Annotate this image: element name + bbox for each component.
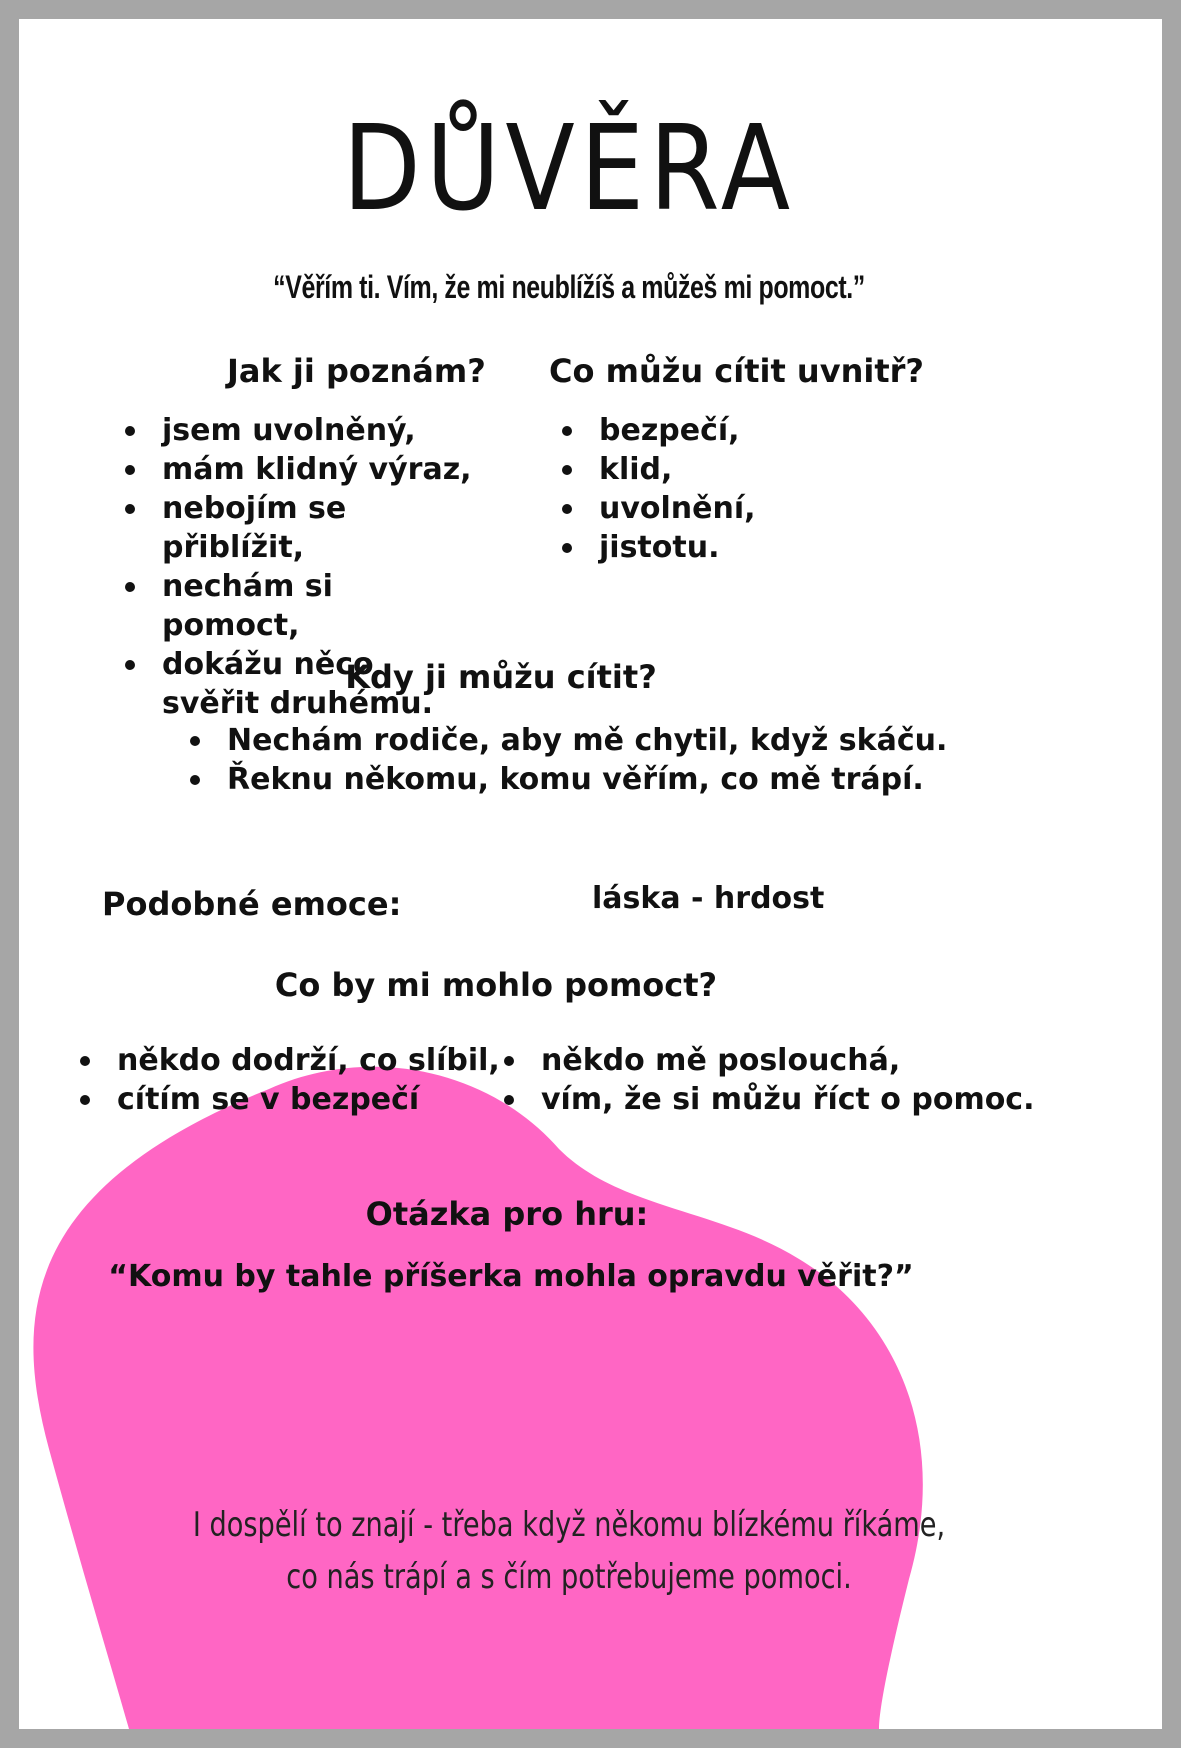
list-item: mám klidný výraz, (119, 450, 479, 489)
list-item: jistotu. (556, 528, 856, 567)
help-heading: Co by mi mohlo pomoct? (274, 966, 718, 1004)
list-item: Nechám rodiče, aby mě chytil, když skáču. (184, 721, 1034, 760)
game-question-heading: Otázka pro hru: (365, 1195, 649, 1233)
title-quote: “Věřím ti. Vím, že mi neublížíš a můžeš mi pomoct.” (273, 269, 865, 305)
list-item: nechám si pomoct, (119, 567, 479, 645)
list-item: uvolnění, (556, 489, 856, 528)
list-item: cítím se v bezpečí (74, 1080, 494, 1119)
list-item: dokážu něco svěřit druhému. (119, 645, 479, 723)
when-list (184, 721, 1034, 799)
help-list-right (498, 1041, 1035, 1119)
page-title: DŮVĚRA (342, 99, 796, 237)
adults-note: I dospělí to znají - třeba když někomu blízkému říkáme, co nás trápí a s čím potřebujeme pomoci. (192, 1505, 946, 1597)
list-item: někdo mě poslouchá, (498, 1041, 998, 1080)
list-item: Řeknu někomu, komu věřím, co mě trápí. (184, 760, 1034, 799)
similar-emotions-value: láska - hrdost (592, 881, 825, 916)
help-list-left (74, 1041, 500, 1119)
game-question-text: “Komu by tahle příšerka mohla opravdu věřit?” (108, 1259, 914, 1294)
list-item: jsem uvolněný, (119, 411, 479, 450)
list-item: klid, (556, 450, 856, 489)
feel-inside-heading: Co můžu cítit uvnitř? (549, 352, 924, 390)
list-item: někdo dodrží, co slíbil, (74, 1041, 494, 1080)
list-item: vím, že si můžu říct o pomoc. (498, 1080, 998, 1119)
list-item: nebojím se přiblížit, (119, 489, 479, 567)
feel-inside-list (556, 411, 856, 567)
recognize-heading: Jak ji poznám? (227, 352, 486, 390)
similar-emotions-label: Podobné emoce: (102, 885, 402, 923)
list-item: bezpečí, (556, 411, 856, 450)
when-heading: Kdy ji můžu cítit? (345, 658, 657, 696)
poster-page (19, 19, 1162, 1729)
